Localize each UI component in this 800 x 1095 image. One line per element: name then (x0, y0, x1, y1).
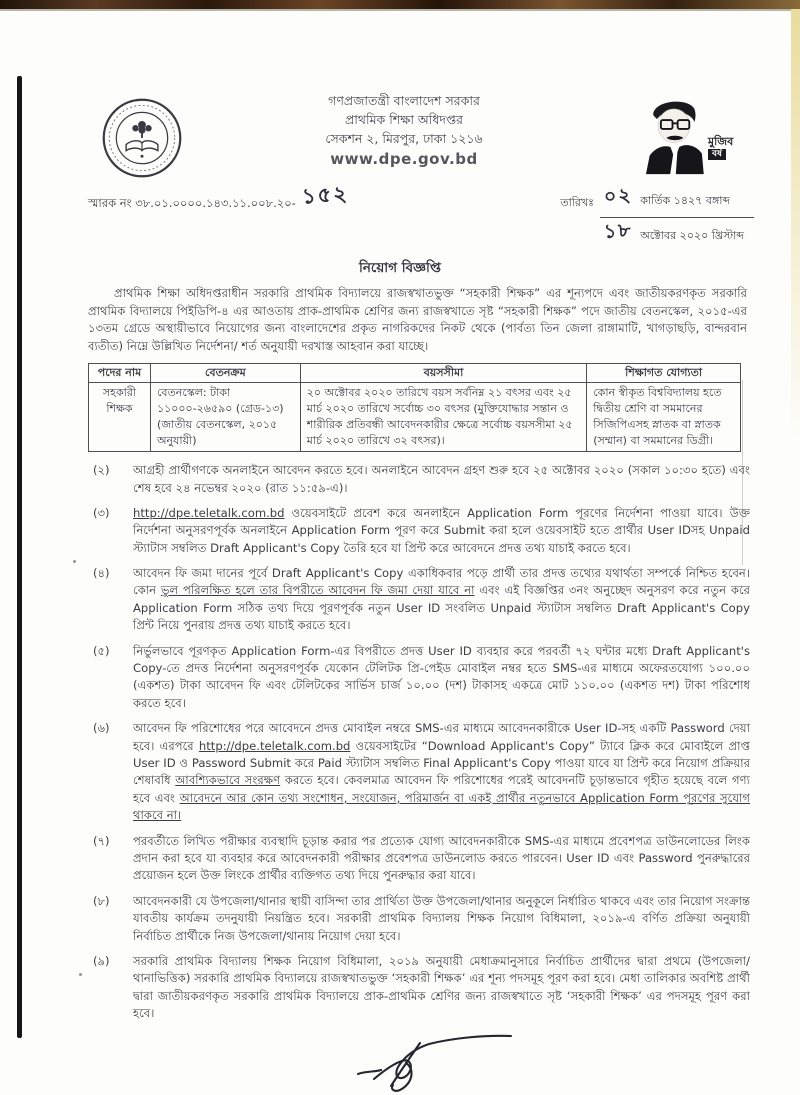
col-header-post-name: পদের নাম (89, 364, 151, 383)
item-text: পরবর্তীতে লিখিত পরীক্ষার ব্যবস্থাদি চূড়ান্ত করার পর প্রত্যেক যোগ্য আবেদনকারীকে SMS-এর মাধ্যমে প্রবেশপত্র ডাউনলোডের লিংক প্রদান করা হবে যা ব্যবহার করে আবেদনকারী পরীক্ষার প্রবেশপত্র ডাউনলোড করতে পারবেন। User ID এবং Password পুনরুদ্ধারের প্রয়োজন হলে উক্ত লিংকে প্রার্থীর ব্যক্তিগত তথ্য দিয়ে পুনরুদ্ধার করা যাবে। (133, 833, 750, 883)
scan-top-edge (0, 0, 800, 11)
date-label: তারিখঃ (560, 196, 595, 209)
date-gregorian (600, 218, 754, 251)
notice-item-8 (93, 893, 750, 945)
item-text: সরকারি প্রাথমিক বিদ্যালয় শিক্ষক নিয়োগ বিধিমালা, ২০১৯ অনুযায়ী মেধাক্রমানুসারে নির্বাচিত প্রার্থীদের দ্বারা প্রথমে (উপজেলা/থানাভিত্তিক) সরকারি প্রাথমিক বিদ্যালয়ে রাজস্বখাতভুক্ত ‘সহকারী শিক্ষক’ এর শূন্য পদসমূহ পূরণ করা হবে। মেধা তালিকার অবশিষ্ট প্রার্থী দ্বারা জাতীয়করণকৃত সরকারি প্রাথমিক বিদ্যালয়ে প্রাক-প্রাথমিক শ্রেণির জন্য রাজস্বখাতে সৃষ্ট ‘সহকারী শিক্ষক’ এর পদসমূহ পূরণ করা হবে। (133, 953, 750, 1021)
date-bangla (600, 184, 754, 218)
notice-item-6 (93, 720, 750, 824)
scan-speck (79, 973, 82, 976)
cell-post-name: সহকারী শিক্ষক (89, 383, 151, 452)
col-header-education: শিক্ষাগত যোগ্যতা (587, 364, 741, 383)
signature-scribble (350, 1030, 520, 1095)
item-text: আবেদন ফি পরিশোধের পরে আবেদনে প্রদত্ত মোবাইল নম্বরে SMS-এর মাধ্যমে আবেদনকারীকে User ID-সহ একটি Password দেয়া হবে। এরপরে http://dpe.teletalk.com.bd ওয়েবসাইটের “Download Applicant's Copy” ট্যাবে ক্লিক করে মোবাইলে প্রাপ্ত User ID ও Password Submit করে Paid স্ট্যাটাস সম্বলিত Final Applicant's Copy পাওয়া যাবে যা প্রিন্ট করে নিয়োগ প্রক্রিয়ার শেষাবধি আবশ্যিকভাবে সংরক্ষণ করতে হবে। কেবলমাত্র আবেদন ফি পরিশোধের পরেই আবেদনটি চূড়ান্তভাবে গৃহীত হয়েছে বলে গণ্য হবে এবং আবেদনে আর কোন তথ্য সংশোধন, সংযোজন, পরিমার্জন বা একই প্রার্থীর নতুনভাবে Application Form পূরণের সুযোগ থাকবে না। (133, 721, 750, 823)
col-header-age-limit: বয়সসীমা (300, 364, 586, 383)
item-text: নির্ভুলভাবে পূরণকৃত Application Form-এর বিপরীতে প্রদত্ত User ID ব্যবহার করে পরবর্তী ৭২ ঘন্টার মধ্যে Draft Applicant's Copy-তে প্রদত্ত নির্দেশনা অনুসরণপূর্বক যেকোন টেলিটক প্রি-পেইড মোবাইল নম্বর হতে SMS-এর মাধ্যমে অফেরতযোগ্য ১০০.০০ (একশত) টাকা আবেদন ফি এবং টেলিটকের সার্ভিস চার্জ ১০.০০ (দশ) টাকাসহ একত্রে মোট ১১০.০০ (একশত দশ) টাকা পরিশোধ করতে হবে। (133, 643, 750, 710)
col-header-pay-scale: বেতনক্রম (150, 364, 300, 383)
letterhead (100, 0, 748, 180)
date-bangla-rest: কার্তিক ১৪২৭ বঙ্গাব্দ (640, 194, 731, 207)
notice-item-7 (93, 833, 750, 885)
org-line-address: সেকশন ২, মিরপুর, ঢাকা ১২১৬ (325, 130, 483, 146)
cell-education: কোন স্বীকৃত বিশ্ববিদ্যালয় হতে দ্বিতীয় শ্রেণি বা সমমানের সিজিপিএসহ স্নাতক বা স্নাতক (সম্মান) বা সমমানের ডিগ্রী। (587, 383, 741, 452)
item-text: http://dpe.teletalk.com.bd ওয়েবসাইটে প্রবেশ করে অনলাইনে Application Form পূরণের নির্দেশনা পাওয়া যাবে। উক্ত নির্দেশনা অনুসরণপূর্বক অনলাইনে Application Form পূরণ করে Submit করা হলে ওয়েবসাইট হতে প্রার্থীর User IDসহ Unpaid স্ট্যাটাস সম্বলিত Draft Applicant's Copy তৈরি হবে যা প্রিন্ট করে আবেদনে প্রদত্ত তথ্য যাচাই করতে হবে। (133, 505, 750, 555)
org-website: www.dpe.gov.bd (330, 150, 478, 169)
org-header (176, 92, 632, 171)
scan-fold-line (742, 380, 743, 565)
item-number: (৮) (93, 893, 110, 908)
item-number: (৫) (93, 643, 110, 658)
table-header-row (89, 364, 741, 383)
item-number: (৭) (93, 833, 110, 848)
item-text: আগ্রহী প্রার্থীগণকে অনলাইনে আবেদন করতে হবে। অনলাইনে আবেদন গ্রহণ শুরু হবে ২৫ অক্টোবর ২০২০ (সকাল ১০:৩০ হতে) এবং শেষ হবে ২৪ নভেম্বর ২০২০ (রাত ১১:৫৯-এ)। (133, 463, 750, 495)
item-number: (২) (93, 463, 110, 478)
scan-left-line (17, 76, 22, 1038)
date-gregorian-rest: অক্টোবর ২০২০ খ্রিস্টাব্দ (640, 229, 744, 242)
notice-item-3 (93, 505, 750, 557)
memo-date-row (88, 181, 754, 251)
org-line-govt: গণপ্রজাতন্ত্রী বাংলাদেশ সরকার (328, 93, 480, 108)
memo-label: স্মারক নং ৩৮.০১.০০০০.১৪৩.১১.০০৮.২০- (88, 196, 296, 210)
mujib-portrait-icon (640, 94, 706, 176)
date-gregorian-handwritten: ১৮ (603, 219, 634, 243)
post-details-table (88, 363, 741, 452)
cell-age-limit: ২০ অক্টোবর ২০২০ তারিখে বয়স সর্বনিম্ন ২১ বৎসর এবং ২৫ মার্চ ২০২০ তারিখে সর্বোচ্চ ৩০ বৎসর (মুক্তিযোদ্ধার সন্তান ও শারীরিক প্রতিবন্ধী আবেদনকারীর ক্ষেত্রে সর্বোচ্চ বয়সসীমা ২৫ মার্চ ২০২০ তারিখে ৩২ বৎসর)। (300, 383, 586, 452)
dpe-seal-icon (100, 96, 184, 180)
item-number: (৬) (93, 721, 110, 736)
scan-right-tint (791, 9, 800, 439)
item-number: (৩) (93, 505, 110, 520)
memo-number (88, 181, 350, 219)
table-row (89, 383, 741, 452)
notice-item-5 (93, 643, 750, 713)
item-number: (৯) (93, 953, 110, 968)
notice-items (93, 462, 750, 1022)
scan-speck (73, 560, 76, 563)
item-text: আবেদনকারী যে উপজেলা/থানার স্থায়ী বাসিন্দা তার প্রার্থিতা উক্ত উপজেলা/থানার অনুকূলে নির্ধারিত থাকবে এবং তার নিয়োগ সংক্রান্ত যাবতীয় কার্যক্রম তদনুযায়ী নিয়ন্ত্রিত হবে। সরকারী প্রাথমিক বিদ্যালয় শিক্ষক নিয়োগ বিধিমালা, ২০১৯-এ বর্ণিত প্রক্রিয়া অনুযায়ী নির্বাচিত প্রার্থীকে নিজ উপজেলা/থানায় নিয়োগ দেয়া হবে। (133, 893, 750, 943)
mujib-borsho-logo (640, 94, 748, 176)
memo-handwritten-number: ১৫২ (300, 181, 350, 209)
item-number: (৪) (93, 566, 110, 581)
notice-title: নিয়োগ বিজ্ঞপ্তি (358, 260, 441, 276)
item-text: আবেদন ফি জমা দানের পূর্বে Draft Applicant's Copy একাধিকবার পড়ে প্রার্থী তার প্রদত্ত তথ্যের যথার্থতা সম্পর্কে নিশ্চিত হবেন। কোন ভুল পরিলক্ষিত হলে তার বিপরীতে আবেদন ফি জমা দেয়া যাবে না এবং এই বিজ্ঞপ্তির ৩নং অনুচ্ছেদ অনুসরণ করে নতুন করে Application Form সঠিক তথ্য দিয়ে পূরণপূর্বক নতুন User ID সংবলিত Unpaid স্ট্যাটাস সম্বলিত Draft Applicant's Copy প্রিন্ট নিয়ে পুনরায় প্রদত্ত তথ্য যাচাই করতে হবে। (133, 566, 750, 633)
cell-pay-scale: বেতনস্কেল: টাকা ১১০০০-২৬৫৯০ (গ্রেড-১৩) (জাতীয় বেতনস্কেল, ২০১৫ অনুযায়ী) (150, 383, 300, 452)
mujib-logo-text: মুজিব বর্ষ (708, 134, 734, 159)
date-bangla-handwritten: ০২ (603, 184, 634, 208)
date-block (560, 184, 754, 251)
notice-item-4 (93, 565, 750, 635)
intro-paragraph: প্রাথমিক শিক্ষা অধিদপ্তরাধীন সরকারি প্রাথমিক বিদ্যালয়ে রাজস্বখাতভুক্ত “সহকারী শিক্ষক” এর শূন্যপদে এবং জাতীয়করণকৃত সরকারি প্রাথমিক বিদ্যালয়ে পিইডিপি-৪ এর আওতায় প্রাক-প্রাথমিক শ্রেণির জন্য রাজস্বখাতে সৃষ্ট “সহকারী শিক্ষক” পদে জাতীয় বেতনস্কেল, ২০১৫-এর ১৩তম গ্রেডে অস্থায়ীভাবে নিয়োগের জন্য বাংলাদেশের প্রকৃত নাগরিকদের নিকট থেকে (পার্বত্য তিন জেলা রাঙ্গামাটি, খাগড়াছড়ি, বান্দরবান ব্যতীত) নিম্নে উল্লিখিত নির্দেশনা/ শর্ত অনুযায়ী দরখাস্ত আহবান করা যাচ্ছে। (88, 286, 747, 353)
notice-item-2 (93, 462, 750, 497)
org-line-dpe: প্রাথমিক শিক্ষা অধিদপ্তর (344, 111, 464, 127)
notice-item-9 (93, 953, 750, 1023)
